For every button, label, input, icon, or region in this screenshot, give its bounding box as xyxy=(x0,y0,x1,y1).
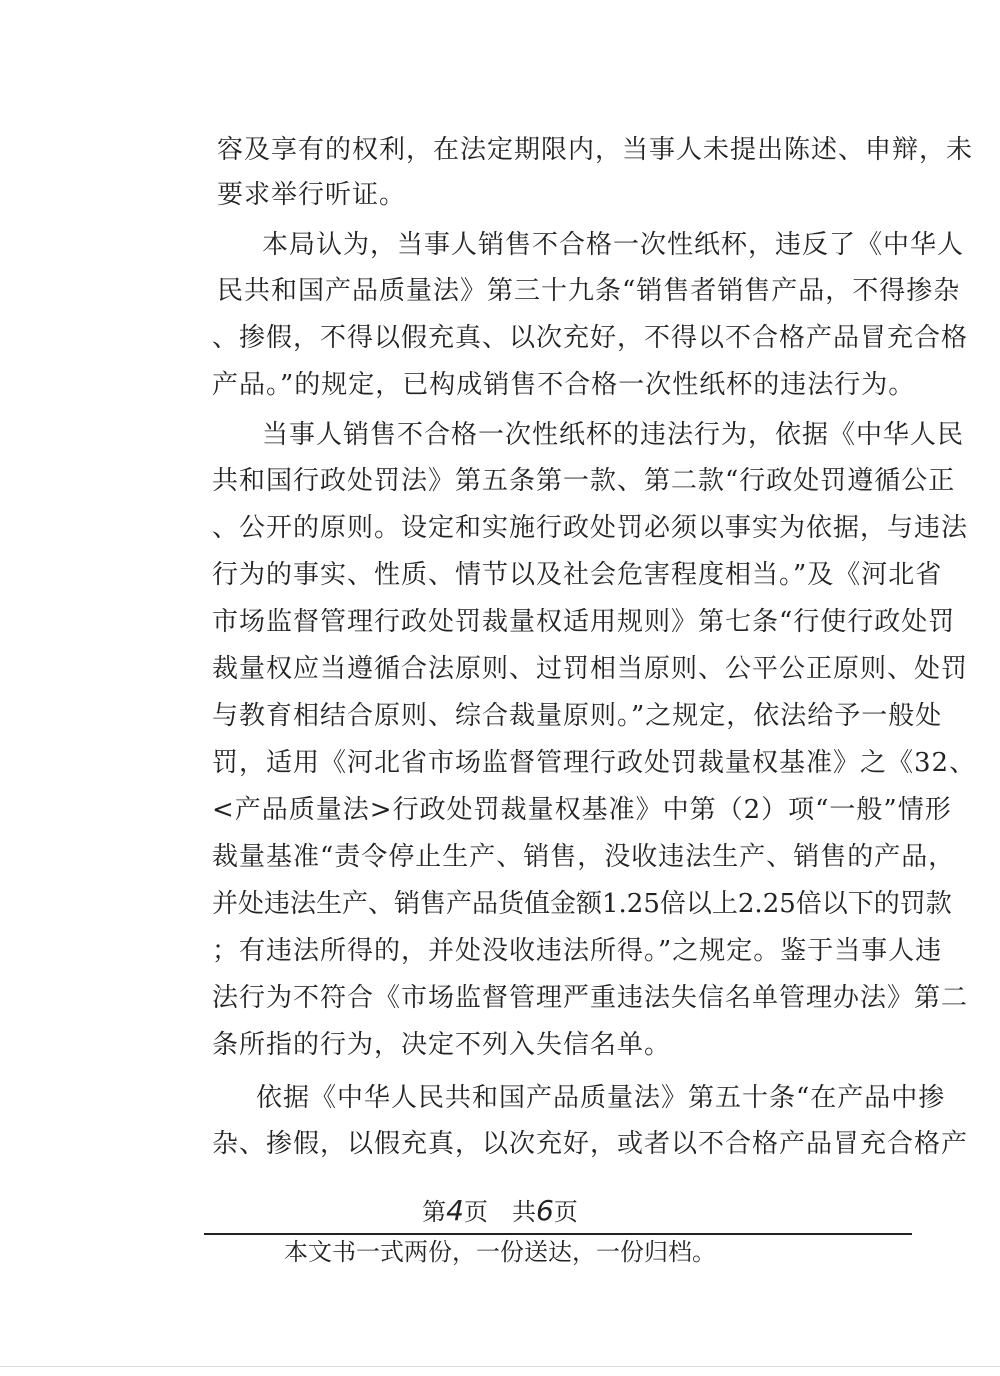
footer-note: 本文书一式两份，一份送达，一份归档。 xyxy=(284,1238,716,1266)
body-line-3: 本局认为，当事人销售不合格一次性纸杯，违反了《中华人 xyxy=(262,230,965,260)
body-line-12: 裁量权应当遵循合法原则、过罚相当原则、公平公正原则、处罚 xyxy=(212,654,969,684)
body-line-11: 市场监督管理行政处罚裁量权适用规则》第七条“行使行政处罚 xyxy=(212,607,956,637)
page-middle: 页 共 xyxy=(464,1198,536,1226)
page-total: 6 xyxy=(536,1194,554,1227)
body-line-14: 罚，适用《河北省市场监督管理行政处罚裁量权基准》之《32、 xyxy=(212,748,977,778)
body-line-2: 要求举行听证。 xyxy=(217,180,407,210)
body-line-13: 与教育相结合原则、综合裁量原则。”之规定，依法给予一般处 xyxy=(212,701,943,731)
page-number: 4 xyxy=(446,1194,464,1227)
footer-divider xyxy=(204,1233,912,1235)
body-line-17: 并处违法生产、销售产品货值金额1.25倍以上2.25倍以下的罚款 xyxy=(212,889,952,919)
body-line-1: 容及享有的权利，在法定期限内，当事人未提出陈述、申辩，未 xyxy=(217,135,974,165)
body-line-15: <产品质量法>行政处罚裁量权基准》中第（2）项“一般”情形 xyxy=(212,795,952,825)
body-line-8: 共和国行政处罚法》第五条第一款、第二款“行政处罚遵循公正 xyxy=(212,466,956,496)
body-line-4: 民共和国产品质量法》第三十九条“销售者销售产品，不得掺杂 xyxy=(217,276,961,306)
page-number-footer xyxy=(0,1196,1000,1227)
body-line-5: 、掺假，不得以假充真、以次充好，不得以不合格产品冒充合格 xyxy=(212,323,969,353)
body-line-7: 当事人销售不合格一次性纸杯的违法行为，依据《中华人民 xyxy=(262,420,965,450)
body-line-9: 、公开的原则。设定和实施行政处罚必须以事实为依据，与违法 xyxy=(212,513,969,543)
page-bottom-edge xyxy=(0,1366,1000,1367)
body-line-6: 产品。”的规定，已构成销售不合格一次性纸杯的违法行为。 xyxy=(212,370,916,400)
body-line-10: 行为的事实、性质、情节以及社会危害程度相当。”及《河北省 xyxy=(212,560,943,590)
body-line-16: 裁量基准“责令停止生产、销售，没收违法生产、销售的产品， xyxy=(212,842,956,872)
body-line-21: 依据《中华人民共和国产品质量法》第五十条“在产品中掺 xyxy=(256,1083,946,1113)
page-suffix: 页 xyxy=(553,1198,578,1226)
body-line-22: 杂、掺假，以假充真，以次充好，或者以不合格产品冒充合格产 xyxy=(212,1129,969,1159)
body-line-18: ；有违法所得的，并处没收违法所得。”之规定。鉴于当事人违 xyxy=(212,936,943,966)
page-prefix: 第 xyxy=(422,1198,447,1226)
body-line-19: 法行为不符合《市场监督管理严重违法失信名单管理办法》第二 xyxy=(212,983,969,1013)
body-line-20: 条所指的行为，决定不列入失信名单。 xyxy=(212,1030,672,1060)
